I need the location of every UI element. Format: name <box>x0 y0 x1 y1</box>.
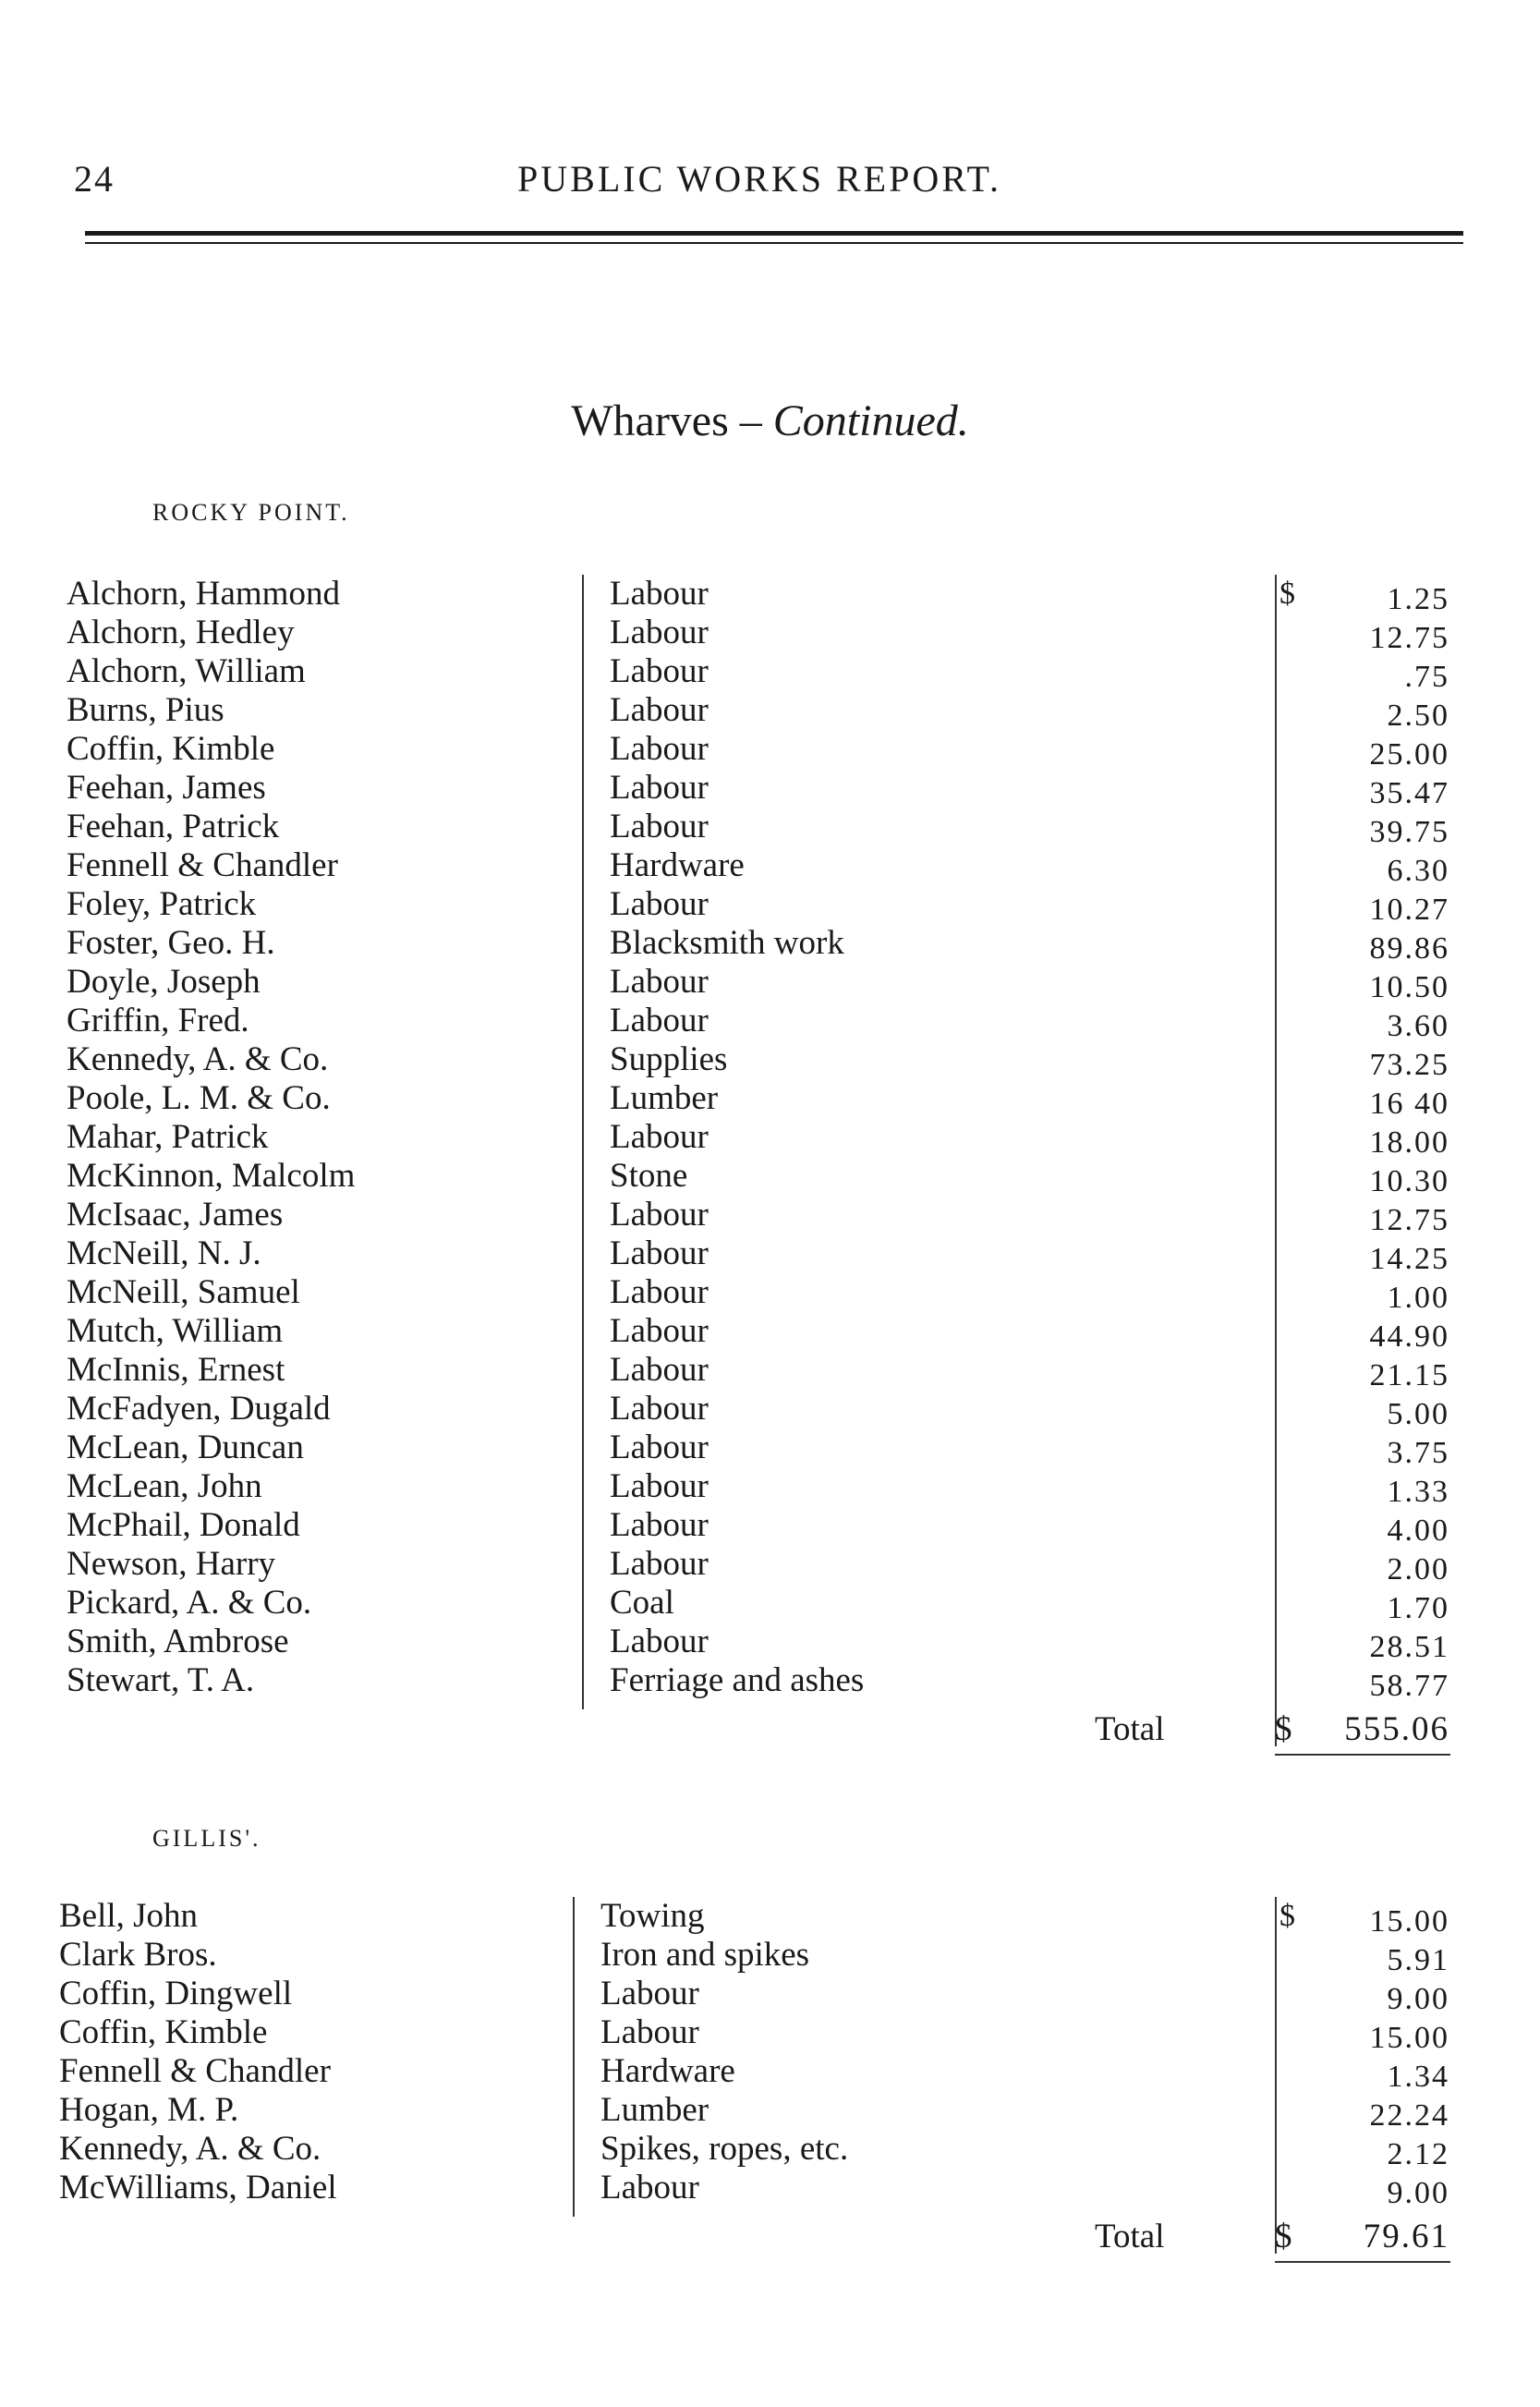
column-divider <box>573 1897 575 2217</box>
amount: .75 <box>1404 660 1449 694</box>
amount: 12.75 <box>1369 621 1449 655</box>
page-number: 24 <box>74 158 115 200</box>
total-currency-sign: $ <box>1275 1710 1292 1748</box>
payee-name: Mutch, William <box>67 1312 284 1350</box>
table-row <box>0 1118 1540 1160</box>
payee-name: McInnis, Ernest <box>67 1351 285 1389</box>
item-description: Spikes, ropes, etc. <box>600 2130 849 2168</box>
payee-name: Poole, L. M. & Co. <box>67 1079 331 1117</box>
amount: 12.75 <box>1369 1203 1449 1237</box>
payee-name: McWilliams, Daniel <box>59 2169 337 2206</box>
table-row <box>0 1936 1540 1975</box>
table-row <box>0 2169 1540 2210</box>
table-row <box>0 2130 1540 2169</box>
payee-name: McPhail, Donald <box>67 1506 300 1544</box>
amount: 39.75 <box>1369 815 1449 849</box>
payee-name: Doyle, Joseph <box>67 963 261 1001</box>
payee-name: McNeill, Samuel <box>67 1273 300 1311</box>
payee-name: Coffin, Kimble <box>67 730 275 768</box>
header-rule-thin <box>85 242 1463 244</box>
column-divider <box>582 575 584 1709</box>
item-description: Labour <box>600 2013 699 2051</box>
total-amount: 555.06 <box>1344 1710 1449 1748</box>
table-row <box>0 1584 1540 1623</box>
table-row <box>0 2013 1540 2055</box>
amount: 18.00 <box>1369 1125 1449 1160</box>
item-description: Stone <box>610 1157 688 1195</box>
amount: 2.00 <box>1387 1552 1449 1586</box>
table-row <box>0 2091 1540 2133</box>
item-description: Labour <box>610 769 709 807</box>
item-description: Labour <box>610 1351 709 1389</box>
currency-sign: $ <box>1279 577 1295 611</box>
page-header <box>74 157 1460 213</box>
item-description: Labour <box>610 1234 709 1272</box>
item-description: Blacksmith work <box>610 924 844 962</box>
table-row <box>0 924 1540 966</box>
total-underline <box>1275 1754 1450 1756</box>
table-row <box>0 575 1540 614</box>
amount: 10.30 <box>1369 1164 1449 1198</box>
item-description: Ferriage and ashes <box>610 1661 865 1699</box>
payee-name: Alchorn, Hammond <box>67 575 340 613</box>
total-label: Total <box>1095 2218 1165 2255</box>
table-row <box>0 1390 1540 1431</box>
table-row <box>0 652 1540 694</box>
table-row <box>0 730 1540 772</box>
payee-name: Newson, Harry <box>67 1545 276 1583</box>
item-description: Labour <box>610 730 709 768</box>
amount: 5.91 <box>1387 1943 1449 1977</box>
item-description: Labour <box>610 1002 709 1039</box>
amount: 10.50 <box>1369 970 1449 1004</box>
item-description: Labour <box>610 1467 709 1505</box>
amount: 1.33 <box>1387 1475 1449 1509</box>
amount: 5.00 <box>1387 1397 1449 1431</box>
payee-name: Kennedy, A. & Co. <box>59 2130 321 2168</box>
amount: 58.77 <box>1369 1669 1449 1703</box>
amount: 2.12 <box>1387 2137 1449 2171</box>
payee-name: Clark Bros. <box>59 1936 217 1974</box>
payee-name: Burns, Pius <box>67 691 224 729</box>
section-title-main: Wharves <box>571 396 729 445</box>
table-row <box>0 1506 1540 1548</box>
amount: 1.34 <box>1387 2060 1449 2094</box>
amount: 1.70 <box>1387 1591 1449 1625</box>
item-description: Labour <box>610 652 709 690</box>
amount: 16 40 <box>1369 1087 1449 1121</box>
amount: 73.25 <box>1369 1048 1449 1082</box>
item-description: Towing <box>600 1897 705 1935</box>
payee-name: Stewart, T. A. <box>67 1661 255 1699</box>
amount: 15.00 <box>1369 1904 1449 1939</box>
payee-name: Kennedy, A. & Co. <box>67 1040 329 1078</box>
payee-name: Hogan, M. P. <box>59 2091 239 2129</box>
table-row <box>0 1467 1540 1509</box>
item-description: Labour <box>610 1118 709 1156</box>
table-row <box>0 1040 1540 1082</box>
payee-name: Bell, John <box>59 1897 199 1935</box>
payee-name: Foster, Geo. H. <box>67 924 275 962</box>
payee-name: Griffin, Fred. <box>67 1002 249 1039</box>
header-rule-thick <box>85 231 1463 236</box>
amount: 4.00 <box>1387 1513 1449 1548</box>
table-row <box>0 1079 1540 1121</box>
amount: 35.47 <box>1369 776 1449 810</box>
item-description: Coal <box>610 1584 674 1622</box>
payee-name: Smith, Ambrose <box>67 1623 289 1660</box>
item-description: Hardware <box>610 846 745 884</box>
payee-name: Mahar, Patrick <box>67 1118 269 1156</box>
table-row <box>0 1428 1540 1470</box>
table-row <box>0 769 1540 808</box>
payee-name: Coffin, Kimble <box>59 2013 268 2051</box>
item-description: Labour <box>610 808 709 845</box>
total-amount: 79.61 <box>1363 2218 1449 2255</box>
subheading-rocky-point: ROCKY POINT. <box>152 499 350 526</box>
currency-sign: $ <box>1279 1899 1295 1933</box>
subheading-gillis: GILLIS'. <box>152 1825 261 1852</box>
item-description: Labour <box>610 1506 709 1544</box>
item-description: Labour <box>610 963 709 1001</box>
item-description: Labour <box>610 614 709 651</box>
item-description: Labour <box>610 691 709 729</box>
payee-name: Fennell & Chandler <box>67 846 338 884</box>
amount-column-divider <box>1275 1897 1277 2254</box>
total-label: Total <box>1095 1710 1165 1748</box>
table-row <box>0 1975 1540 2016</box>
amount: 2.50 <box>1387 699 1449 733</box>
amount: 14.25 <box>1369 1242 1449 1276</box>
section-title-continued: Continued. <box>772 396 969 445</box>
item-description: Labour <box>600 2169 699 2206</box>
table-row <box>0 1351 1540 1390</box>
table-row <box>0 2052 1540 2094</box>
item-description: Supplies <box>610 1040 728 1078</box>
item-description: Labour <box>600 1975 699 2012</box>
table-row <box>0 691 1540 733</box>
item-description: Iron and spikes <box>600 1936 810 1974</box>
item-description: Labour <box>610 1428 709 1466</box>
amount: 44.90 <box>1369 1319 1449 1354</box>
table-row <box>0 1312 1540 1354</box>
amount: 21.15 <box>1369 1358 1449 1392</box>
amount: 25.00 <box>1369 737 1449 772</box>
amount: 6.30 <box>1387 854 1449 888</box>
payee-name: Alchorn, William <box>67 652 306 690</box>
running-title: PUBLIC WORKS REPORT. <box>517 158 1001 200</box>
table-row <box>0 963 1540 1002</box>
payee-name: Fennell & Chandler <box>59 2052 331 2090</box>
amount: 15.00 <box>1369 2021 1449 2055</box>
item-description: Labour <box>610 885 709 923</box>
amount: 10.27 <box>1369 893 1449 927</box>
item-description: Labour <box>610 1312 709 1350</box>
table-row <box>0 1897 1540 1939</box>
table-row <box>0 1273 1540 1315</box>
total-underline <box>1275 2261 1450 2263</box>
item-description: Labour <box>610 1273 709 1311</box>
amount-column-divider <box>1275 575 1277 1746</box>
amount: 9.00 <box>1387 2176 1449 2210</box>
payee-name: McLean, John <box>67 1467 262 1505</box>
table-row <box>0 808 1540 849</box>
payee-name: Foley, Patrick <box>67 885 257 923</box>
amount: 1.25 <box>1387 582 1449 616</box>
section-title <box>0 395 1540 446</box>
payee-name: Alchorn, Hedley <box>67 614 295 651</box>
table-row <box>0 1157 1540 1196</box>
item-description: Lumber <box>610 1079 719 1117</box>
payee-name: Coffin, Dingwell <box>59 1975 293 2012</box>
item-description: Hardware <box>600 2052 735 2090</box>
payee-name: McFadyen, Dugald <box>67 1390 331 1428</box>
item-description: Labour <box>610 1623 709 1660</box>
table-row <box>0 614 1540 655</box>
amount: 28.51 <box>1369 1630 1449 1664</box>
table-row <box>0 1623 1540 1664</box>
total-currency-sign: $ <box>1275 2218 1292 2255</box>
payee-name: Pickard, A. & Co. <box>67 1584 312 1622</box>
table-row <box>0 846 1540 888</box>
payee-name: McLean, Duncan <box>67 1428 304 1466</box>
payee-name: McNeill, N. J. <box>67 1234 261 1272</box>
item-description: Labour <box>610 1390 709 1428</box>
table-row <box>0 1002 1540 1043</box>
item-description: Labour <box>610 575 709 613</box>
item-description: Labour <box>610 1196 709 1234</box>
amount: 3.75 <box>1387 1436 1449 1470</box>
table-row <box>0 1234 1540 1276</box>
item-description: Lumber <box>600 2091 709 2129</box>
payee-name: McKinnon, Malcolm <box>67 1157 356 1195</box>
payee-name: Feehan, Patrick <box>67 808 280 845</box>
section-title-dash: – <box>728 396 773 445</box>
payee-name: McIsaac, James <box>67 1196 284 1234</box>
amount: 9.00 <box>1387 1982 1449 2016</box>
amount: 22.24 <box>1369 2098 1449 2133</box>
amount: 1.00 <box>1387 1281 1449 1315</box>
amount: 3.60 <box>1387 1009 1449 1043</box>
table-row <box>0 885 1540 927</box>
item-description: Labour <box>610 1545 709 1583</box>
payee-name: Feehan, James <box>67 769 266 807</box>
table-row <box>0 1196 1540 1237</box>
table-row <box>0 1545 1540 1584</box>
table-row <box>0 1661 1540 1703</box>
amount: 89.86 <box>1369 931 1449 966</box>
